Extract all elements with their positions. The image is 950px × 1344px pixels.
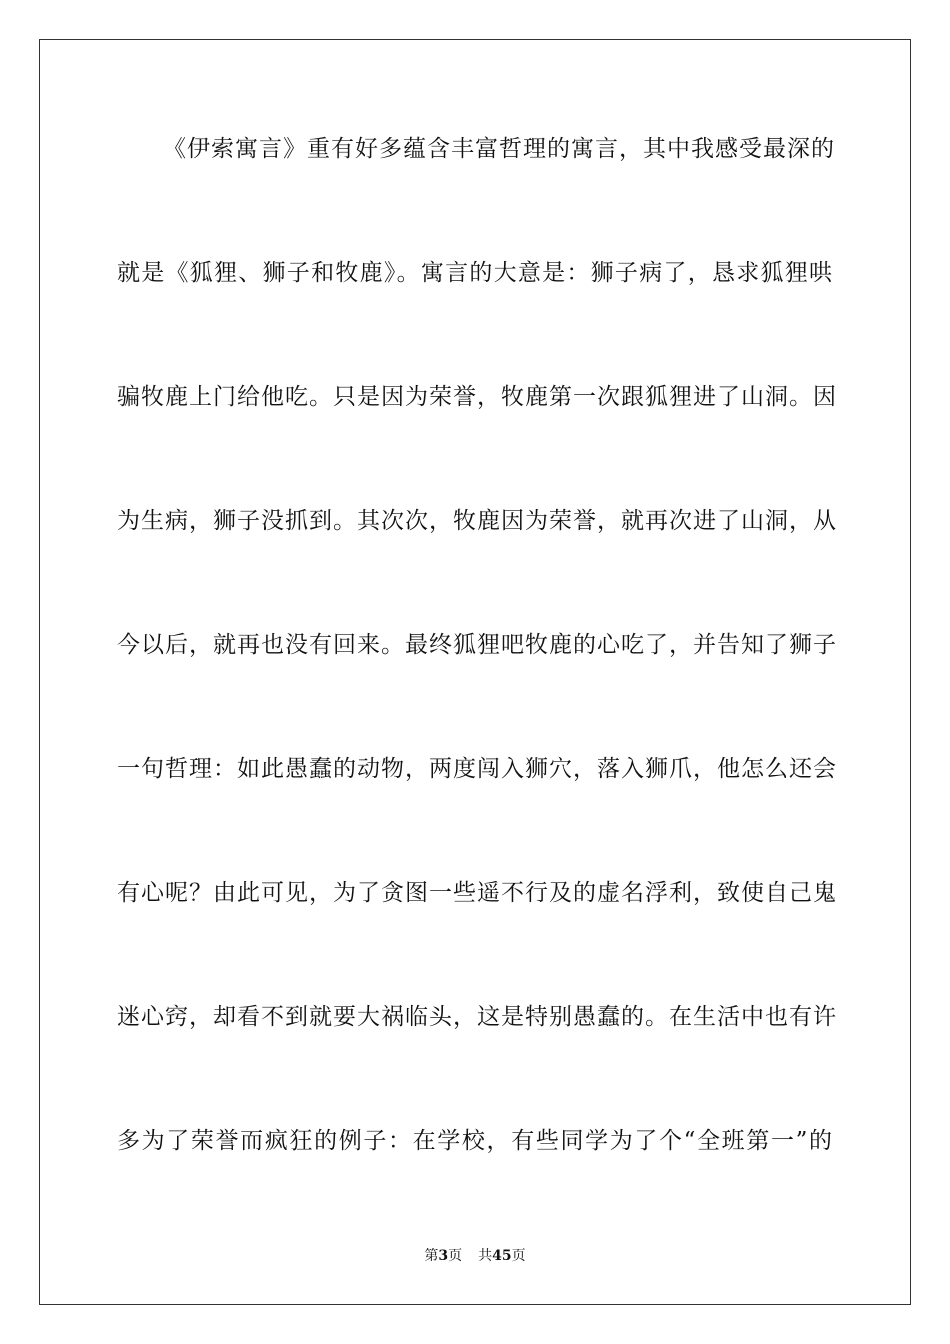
page-border [39,39,911,1305]
paragraph-line-1: 《伊索寓言》重有好多蕴含丰富哲理的寓言，其中我感受最深的 [163,136,835,162]
page-footer [0,1246,950,1266]
paragraph-line-9: 多为了荣誉而疯狂的例子：在学校，有些同学为了个“全班第一”的 [117,1128,833,1154]
total-prefix: 共 [478,1248,493,1264]
total-pages: 45 [492,1248,512,1264]
paragraph-line-4: 为生病，狮子没抓到。其次次，牧鹿因为荣誉，就再次进了山洞，从 [117,508,837,534]
paragraph-line-7: 有心呢？由此可见，为了贪图一些遥不行及的虚名浮利，致使自己鬼 [117,880,837,906]
paragraph-line-2: 就是《狐狸、狮子和牧鹿》。寓言的大意是：狮子病了，恳求狐狸哄 [117,260,833,286]
paragraph-line-6: 一句哲理：如此愚蠢的动物，两度闯入狮穴，落入狮爪，他怎么还会 [117,756,837,782]
paragraph-line-8: 迷心窍，却看不到就要大祸临头，这是特别愚蠢的。在生活中也有许 [117,1004,837,1030]
page-prefix: 第 [424,1248,439,1264]
page-suffix: 页 [448,1248,463,1264]
page-number: 3 [438,1248,449,1264]
paragraph-line-3: 骗牧鹿上门给他吃。只是因为荣誉，牧鹿第一次跟狐狸进了山洞。因 [117,384,837,410]
paragraph-line-5: 今以后，就再也没有回来。最终狐狸吧牧鹿的心吃了，并告知了狮子 [117,632,837,658]
total-suffix: 页 [511,1248,526,1264]
